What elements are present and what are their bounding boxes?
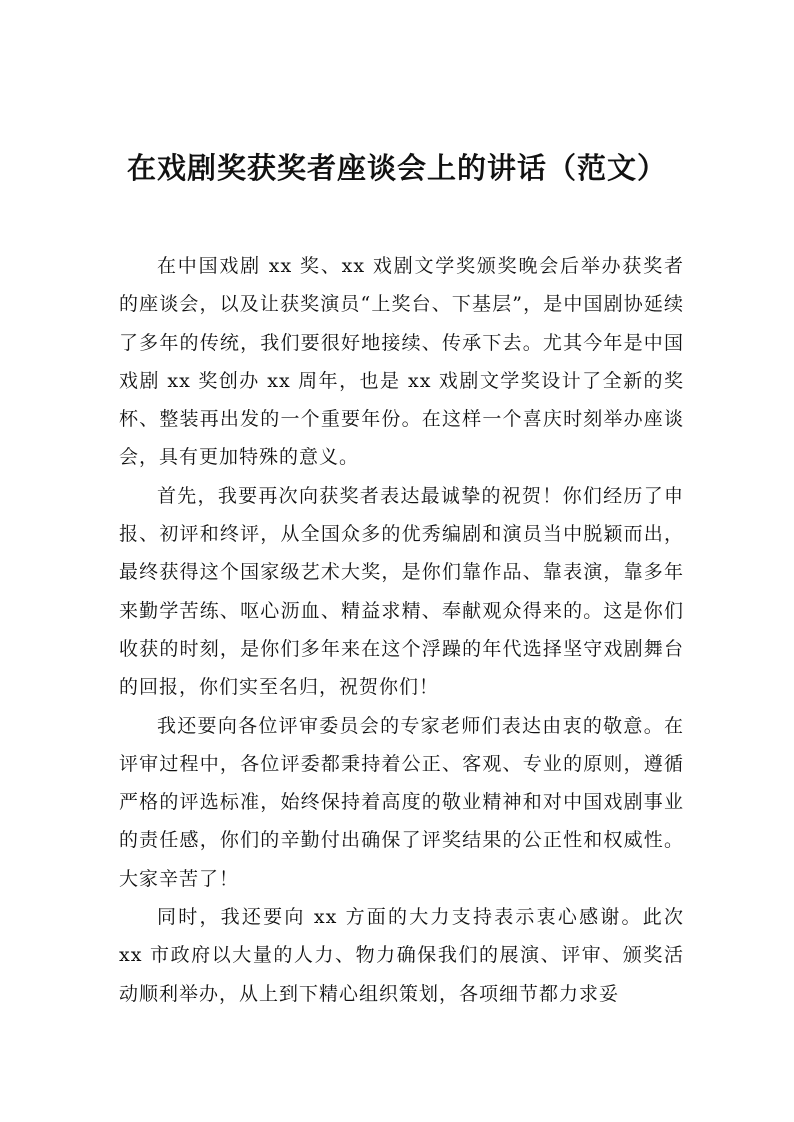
document-body	[119, 247, 684, 1013]
body-paragraph-4: 同时，我还要向 xx 方面的大力支持表示衷心感谢。此次 xx 市政府以大量的人力、物力确保我们的展演、评审、颁奖活动顺利举办，从上到下精心组织策划，各项细节都力求妥	[119, 906, 684, 1005]
document-title: 在戏剧奖获奖者座谈会上的讲话（范文）	[126, 151, 667, 185]
body-paragraph-2: 首先，我要再次向获奖者表达最诚挚的祝贺！你们经历了申报、初评和终评，从全国众多的优秀编剧和演员当中脱颖而出，最终获得这个国家级艺术大奖，是你们靠作品、靠表演，靠多年来勤学苦练、呕心沥血、精益求精、奉献观众得来的。这是你们收获的时刻，是你们多年来在这个浮躁的年代选择坚守戏剧舞台的回报，你们实至名归，祝贺你们！	[119, 484, 684, 699]
body-paragraph-3: 我还要向各位评审委员会的专家老师们表达由衷的敬意。在评审过程中，各位评委都秉持着公正、客观、专业的原则，遵循严格的评选标准，始终保持着高度的敬业精神和对中国戏剧事业的责任感，你们的辛勤付出确保了评奖结果的公正性和权威性。大家辛苦了！	[119, 714, 684, 890]
body-paragraph-1: 在中国戏剧 xx 奖、xx 戏剧文学奖颁奖晚会后举办获奖者的座谈会，以及让获奖演员“上奖台、下基层”，是中国剧协延续了多年的传统，我们要很好地接续、传承下去。尤其今年是中国戏剧 xx 奖创办 xx 周年，也是 xx 戏剧文学奖设计了全新的奖杯、整装再出发的一个重要年份。在这样一个喜庆时刻举办座谈会，具有更加特殊的意义。	[119, 255, 684, 469]
